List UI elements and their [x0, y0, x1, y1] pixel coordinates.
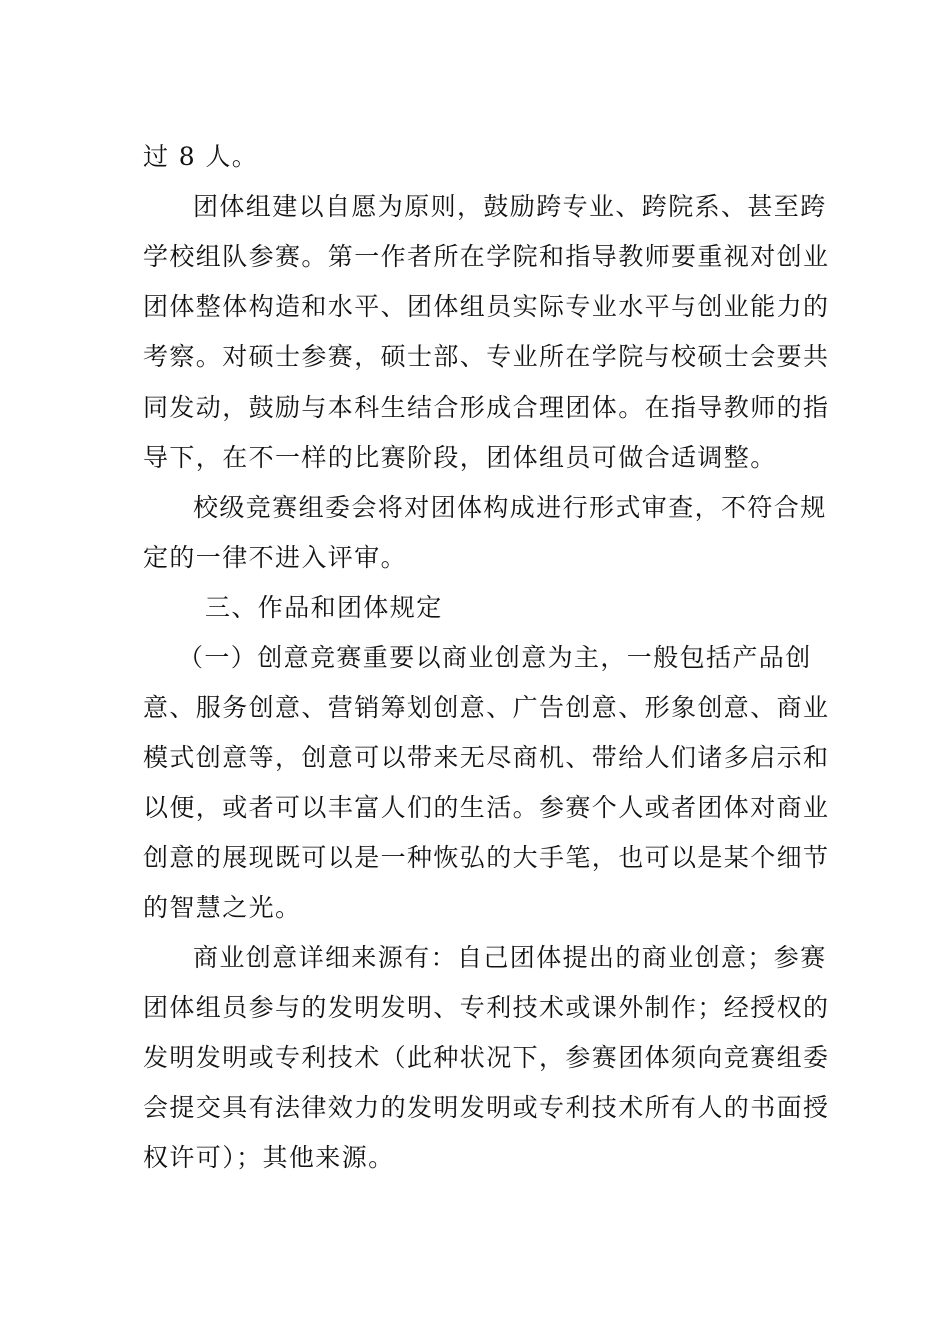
paragraph-creative-line-5: 创意的展现既可以是一种恢弘的大手笔，也可以是某个细节 [143, 843, 830, 872]
paragraph-creative-line-6: 的智慧之光。 [143, 893, 302, 922]
paragraph-creative-line-1: （一）创意竞赛重要以商业创意为主，一般包括产品创 [178, 643, 812, 672]
paragraph-team-formation-line-4: 考察。对硕士参赛，硕士部、专业所在学院与校硕士会要共 [143, 342, 830, 371]
paragraph-creative-line-2: 意、服务创意、营销筹划创意、广告创意、形象创意、商业 [143, 693, 830, 722]
paragraph-review-line-1: 校级竞赛组委会将对团体构成进行形式审查，不符合规 [193, 493, 827, 522]
paragraph-sources-line-1: 商业创意详细来源有：自己团体提出的商业创意；参赛 [193, 943, 827, 972]
paragraph-team-formation-line-5: 同发动，鼓励与本科生结合形成合理团体。在指导教师的指 [143, 393, 830, 422]
text-line-1: 过 8 人。 [143, 142, 259, 171]
paragraph-creative-line-4: 以便，或者可以丰富人们的生活。参赛个人或者团体对商业 [143, 793, 830, 822]
paragraph-review-line-2: 定的一律不进入评审。 [143, 543, 408, 572]
section-heading: 三、作品和团体规定 [205, 593, 443, 622]
paragraph-team-formation-line-2: 学校组队参赛。第一作者所在学院和指导教师要重视对创业 [143, 242, 830, 271]
paragraph-sources-line-3: 发明发明或专利技术（此种状况下，参赛团体须向竞赛组委 [143, 1043, 830, 1072]
paragraph-sources-line-4: 会提交具有法律效力的发明发明或专利技术所有人的书面授 [143, 1093, 830, 1122]
paragraph-team-formation-line-3: 团体整体构造和水平、团体组员实际专业水平与创业能力的 [143, 292, 830, 321]
paragraph-team-formation-line-1: 团体组建以自愿为原则，鼓励跨专业、跨院系、甚至跨 [193, 192, 827, 221]
paragraph-sources-line-5: 权许可）；其他来源。 [143, 1143, 395, 1172]
paragraph-sources-line-2: 团体组员参与的发明发明、专利技术或课外制作；经授权的 [143, 993, 830, 1022]
paragraph-team-formation-line-6: 导下，在不一样的比赛阶段，团体组员可做合适调整。 [143, 443, 777, 472]
paragraph-creative-line-3: 模式创意等，创意可以带来无尽商机、带给人们诸多启示和 [143, 743, 830, 772]
